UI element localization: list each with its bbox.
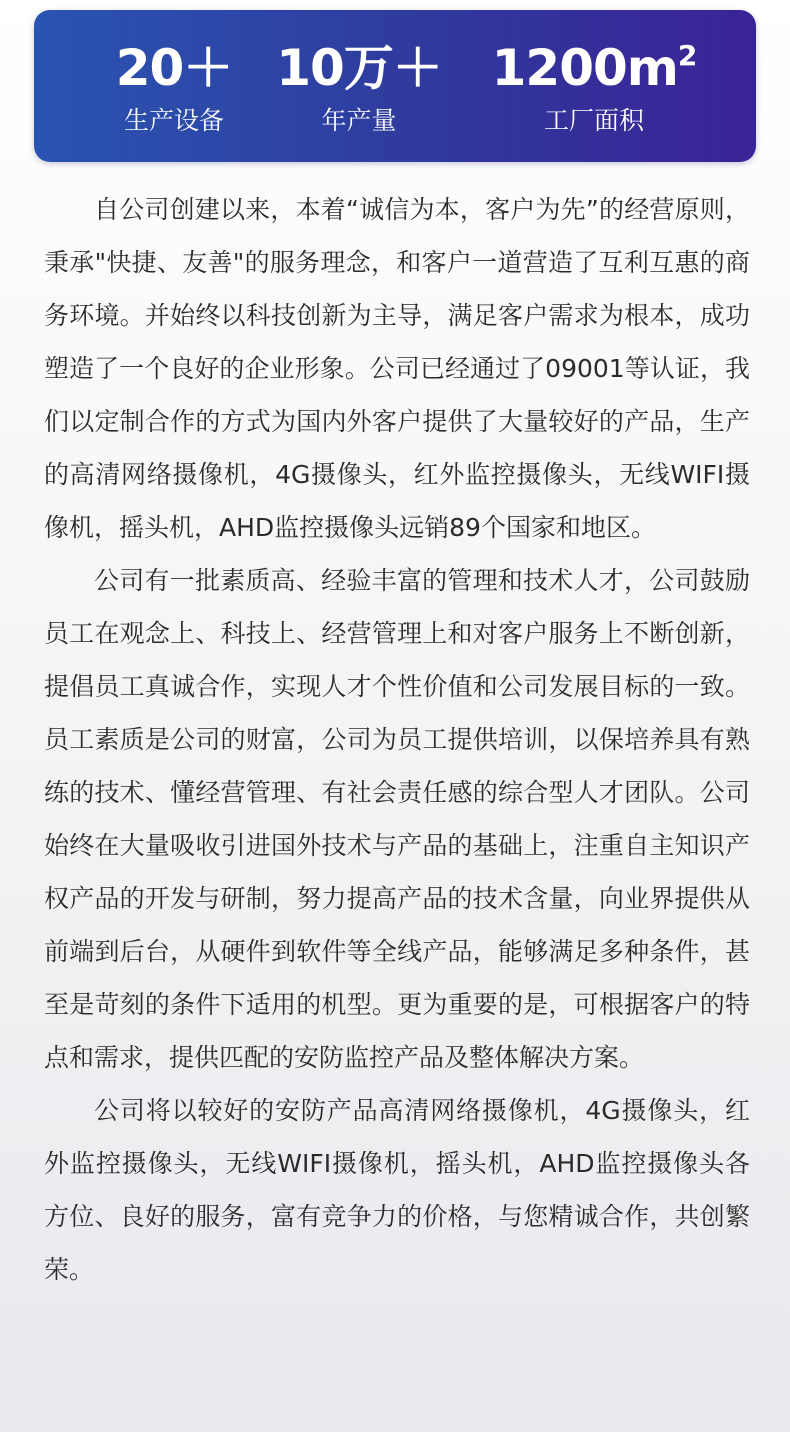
intro-paragraph-3: 公司将以较好的安防产品高清网络摄像机，4G摄像头，红外监控摄像头，无线WIFI摄像机，摇头机，AHD监控摄像头各方位、良好的服务，富有竞争力的价格，与您精诚合作，共创繁荣。 xyxy=(44,1096,750,1284)
stat-annual-output xyxy=(249,40,469,136)
stat-label: 工厂面积 xyxy=(543,106,644,135)
stat-value: 10万＋ xyxy=(276,39,442,97)
company-introduction xyxy=(44,183,750,1296)
stats-banner xyxy=(34,10,756,162)
stat-value: 20＋ xyxy=(115,39,233,97)
stat-label: 生产设备 xyxy=(123,106,224,135)
stat-label: 年产量 xyxy=(321,106,397,135)
intro-paragraph-1: 自公司创建以来，本着“诚信为本，客户为先”的经营原则，秉承"快捷、友善"的服务理念，和客户一道营造了互利互惠的商务环境。并始终以科技创新为主导，满足客户需求为根本，成功塑造了一个良好的企业形象。公司已经通过了09001等认证，我们以定制合作的方式为国内外客户提供了大量较好的产品，生产的高清网络摄像机，4G摄像头，红外监控摄像头，无线WIFI摄像机，摇头机，AHD监控摄像头远销89个国家和地区。 xyxy=(44,195,750,542)
stat-value: $1200m^2$ xyxy=(491,39,697,97)
intro-paragraph-2: 公司有一批素质高、经验丰富的管理和技术人才，公司鼓励员工在观念上、科技上、经营管理上和对客户服务上不断创新，提倡员工真诚合作，实现人才个性价值和公司发展目标的一致。员工素质是公司的财富，公司为员工提供培训，以保培养具有熟练的技术、懂经营管理、有社会责任感的综合型人才团队。公司始终在大量吸收引进国外技术与产品的基础上，注重自主知识产权产品的开发与研制，努力提高产品的技术含量，向业界提供从前端到后台，从硬件到软件等全线产品，能够满足多种条件，甚至是苛刻的条件下适用的机型。更为重要的是，可根据客户的特点和需求，提供匹配的安防监控产品及整体解决方案。 xyxy=(44,566,750,1072)
stat-factory-area xyxy=(484,40,704,136)
superscript-two: 2 xyxy=(677,39,697,72)
